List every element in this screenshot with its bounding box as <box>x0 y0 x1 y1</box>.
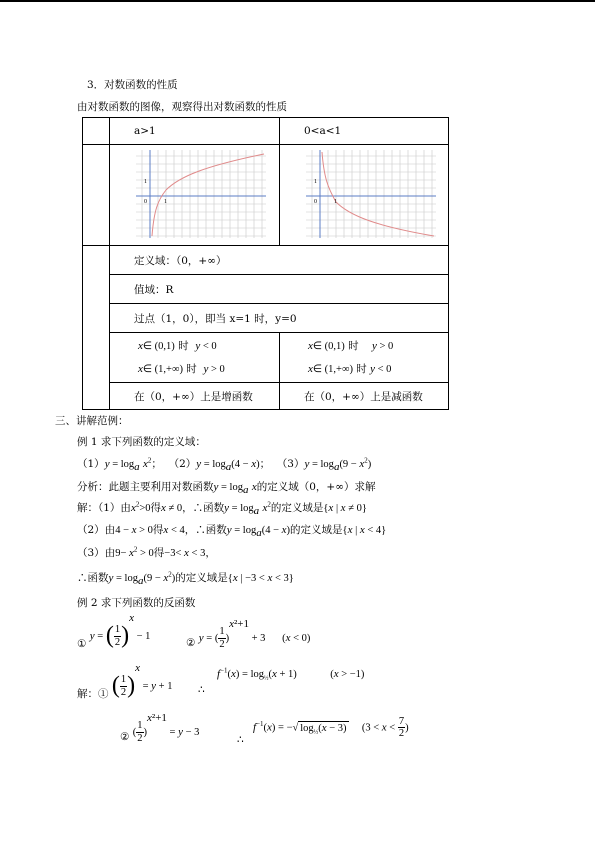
increasing-log-graph <box>136 150 266 238</box>
example2-solution-2: ② ( $\frac{1}{2}$ )$^{x^2+1}$ = y − 3 <box>120 712 200 744</box>
example1-solution-2: （2）由4 − x > 0得x < 4，∴函数$y = \log_a(4 - x)$的定义域是{x | x < 4} <box>77 524 387 540</box>
sign-cell-increasing: x∈ (0,1) 时 y < 0 x∈ (1,+∞) 时 y > 0 <box>110 333 280 383</box>
example2-solution-1: 解：① ( $\frac{1}{2}$ )$^x$ = y + 1 <box>77 662 173 700</box>
sign-cell-decreasing: x∈ (0,1) 时 y > 0 x∈ (1,+∞) 时 y < 0 <box>280 333 449 383</box>
graph-decreasing-cell <box>280 145 449 246</box>
section-3-title: 3．对数函数的性质 <box>87 79 178 91</box>
example2-inverse-1: $f^{-1}(x) = \log_{\frac{1}{2}}(x + 1)$ (x > −1) <box>217 666 365 683</box>
example2-function-2: ② y = ( $\frac{1}{2}$ )$^{x^2+1}$ + 3 (x < 0) <box>186 618 311 650</box>
graph-increasing-cell <box>110 145 280 246</box>
properties-row-label <box>83 246 110 410</box>
y-tick-1: 1 <box>314 178 317 185</box>
example1-solution-1: 解：（1）由$x^2>0$得x ≠ 0，∴函数$y = \log_a x^2$的定义域是{x | x ≠ 0} <box>77 500 367 518</box>
example1-solution-3: （3）由$9- x^2 > 0$得−3< x < 3， <box>77 545 216 559</box>
intro-text: 由对数函数的图像，观察得出对数函数的性质 <box>77 101 287 113</box>
example2-inverse-2: $f^{-1}(x)$ = −√ $\log_{\frac{1}{2}}(x - 3)$ (3 < x < $\frac{7}{2}$ ) <box>253 716 409 740</box>
example2-therefore-2: ∴ <box>237 734 244 746</box>
y-tick-1: 1 <box>144 178 147 185</box>
log-properties-table <box>82 117 449 410</box>
origin-label: 0 <box>314 198 317 205</box>
decreasing-log-graph <box>306 150 436 238</box>
monotonic-increasing: 在（0，+∞）上是增函数 <box>110 383 280 410</box>
log-curve-increasing <box>152 154 264 236</box>
example1-functions: $(1)y = \log_a x^2$； $(2)y = \log_a(4 - x)$； $(3)y = \log_a(9 - x^2)$ <box>77 456 372 474</box>
example2-function-1: ① y = ( $\frac{1}{2}$ )$^x$ − 1 <box>77 612 151 650</box>
monotonic-decreasing: 在（0，+∞）上是减函数 <box>280 383 449 410</box>
log-curve-decreasing <box>322 152 434 236</box>
domain-row: 定义域：（0，+∞） <box>110 246 449 275</box>
range-row: 值域：R <box>110 275 449 304</box>
fixed-point-row: 过点（1，0），即当 x=1 时，y=0 <box>110 304 449 333</box>
origin-label: 0 <box>144 198 147 205</box>
x-tick-1: 1 <box>334 198 337 205</box>
example2-title: 例 2 求下列函数的反函数 <box>77 597 196 609</box>
top-rule <box>0 0 595 2</box>
table-corner-cell <box>83 118 110 145</box>
example1-analysis: 分析：此题主要利用对数函数$y = \log_a x$的定义域（0，+∞）求解 <box>77 481 376 497</box>
x-tick-1: 1 <box>164 198 167 205</box>
section-examples-title: 三、讲解范例： <box>55 415 129 427</box>
header-a-lt-1: 0<a<1 <box>280 118 449 145</box>
graph-row-label <box>83 145 110 246</box>
example1-conclusion: ∴函数$y = \log_a(9 - x^2)$的定义域是{x | −3 < x < 3} <box>77 570 294 588</box>
example1-title: 例 1 求下列函数的定义域： <box>77 436 206 448</box>
header-a-gt-1: a>1 <box>110 118 280 145</box>
example2-therefore-1: ∴ <box>198 684 205 696</box>
